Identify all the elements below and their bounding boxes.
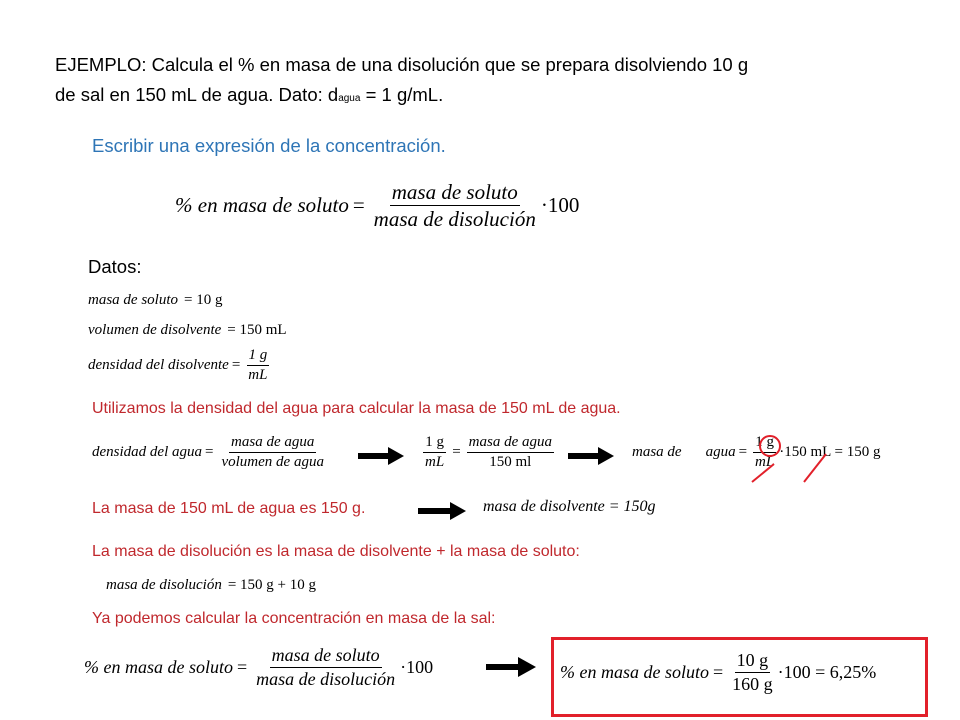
final-formula: % en masa de soluto = $\frac{\text{masa de soluto}}{\text{masa de disolución}}$ ·100 bbox=[84, 645, 434, 689]
main-formula: % en masa de soluto = $\frac{\text{masa de soluto}}{\text{masa de disolución}}$ ·100 bbox=[175, 180, 580, 232]
dato-volumen: volumen de disolvente = 150 mL bbox=[88, 322, 287, 338]
arrow-right-icon bbox=[568, 447, 614, 465]
answer-box bbox=[551, 637, 928, 717]
problem-statement bbox=[55, 50, 748, 114]
dato-masa-soluto: masa de soluto = 10 g bbox=[88, 292, 223, 308]
formula-lhs: % en masa de soluto bbox=[175, 193, 349, 218]
formula-fraction: $\frac{\text{masa de soluto}}{\text{masa de disolución}}$ bbox=[373, 180, 536, 232]
step-5-text: Ya podemos calcular la concentración en masa de la sal: bbox=[92, 610, 496, 627]
density-equation: densidad del agua = $\frac{\text{masa de agua}}{\text{volumen de agua}}$ bbox=[92, 434, 324, 471]
result-equation: masa de agua = $\frac{1 g}{mL}$ ·150 mL = 150 g bbox=[632, 434, 881, 471]
step-3-text: La masa de 150 mL de agua es 150 g. bbox=[92, 500, 366, 517]
dato-densidad: densidad del disolvente = $\frac{1 g}{mL}$ bbox=[88, 347, 268, 384]
step-4-text: La masa de disolución es la masa de disolvente + la masa de soluto: bbox=[92, 543, 580, 560]
solution-mass-equation: masa de disolución = 150 g + 10 g bbox=[106, 577, 316, 593]
step-2-text: Utilizamos la densidad del agua para calcular la masa de 150 mL de agua. bbox=[92, 400, 621, 417]
agua-subscript: agua bbox=[338, 93, 361, 104]
arrow-right-icon bbox=[418, 502, 466, 520]
cancel-marks bbox=[740, 430, 840, 490]
problem-line-2: de sal en 150 mL de agua. Dato: dagua = 1 g/mL. bbox=[55, 84, 444, 105]
substitution-equation: $\frac{1 g}{mL}$ = $\frac{\text{masa de agua}}{150 ml}$ bbox=[425, 434, 552, 471]
datos-title: Datos: bbox=[88, 256, 142, 277]
step-1-heading: Escribir una expresión de la concentración. bbox=[92, 135, 446, 156]
solvent-mass-equation: masa de disolvente = 150g bbox=[483, 498, 656, 515]
arrow-right-icon bbox=[486, 657, 536, 677]
arrow-right-icon bbox=[358, 447, 404, 465]
problem-line-1: EJEMPLO: Calcula el % en masa de una disolución que se prepara disolviendo 10 g bbox=[55, 54, 749, 75]
answer-equation: % en masa de soluto = $\frac{10 g}{160 g}$ ·100 = 6,25% bbox=[560, 650, 877, 694]
